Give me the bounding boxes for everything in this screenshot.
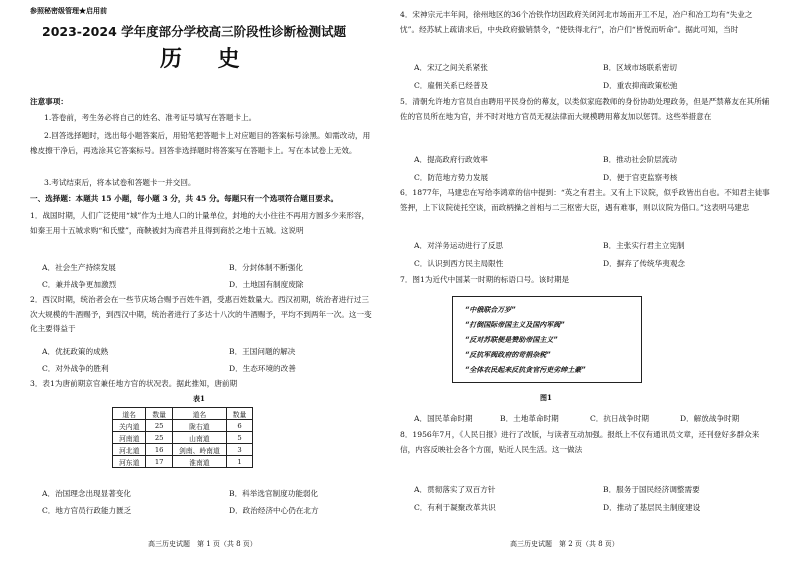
table-cell: 河南道	[113, 432, 146, 444]
q4-option-d: D．重农抑商政策松弛	[603, 81, 678, 90]
subject-title: 历 史	[160, 47, 254, 72]
q8-stem: 8．1956年7月，《人民日报》进行了改版，与读者互动加强。报纸上不仅有通讯员文章，还刊登好多群众来信，内容反映社会各个方面，贴近人民生活。这一做法	[400, 430, 760, 454]
slogan-3: “反对苏联便是赞助帝国主义”	[465, 336, 558, 344]
table-cell: 陇右道	[172, 420, 226, 432]
table-header: 道名	[113, 408, 146, 420]
q5-option-c: C．防范地方势力发展	[414, 173, 489, 182]
q4-option-a: A．宋辽之间关系紧张	[414, 63, 488, 72]
note-3: 3.考试结束后，将本试卷和答题卡一并交回。	[44, 178, 196, 187]
q8-option-c: C．有利于凝聚改革共识	[414, 503, 496, 512]
table-cell: 17	[146, 456, 173, 468]
figure-caption: 图1	[540, 393, 552, 402]
q1-option-d: D．土地国有制度废除	[229, 280, 304, 289]
q2-option-c: C．对外战争的胜利	[42, 364, 109, 373]
q8-option-d: D．推动了基层民主制度建设	[603, 503, 701, 512]
table-row	[113, 420, 253, 432]
q2-option-b: B．王国问题的解决	[229, 347, 296, 356]
q2-option-a: A．优抚政策的成熟	[42, 347, 109, 356]
q5-option-a: A．提高政府行政效率	[414, 155, 488, 164]
table-cell: 河北道	[113, 444, 146, 456]
q2-stem: 2．西汉时期，统治者会在一些节庆场合赐予百姓牛酒，受惠百姓数量大。西汉初期，统治者进行过三次大规模的牛酒赐予，到西汉中期，统治者进行了多达十八次的牛酒赐予，平均不到两年一次。这一变化主要得益于	[30, 295, 372, 333]
table-header: 数量	[146, 408, 173, 420]
table-cell: 淮南道	[172, 456, 226, 468]
section-heading: 一、选择题：本题共 15 小题，每小题 3 分，共 45 分。每题只有一个选项符合题目要求。	[30, 194, 339, 203]
slogan-figure	[452, 296, 642, 383]
table-row	[113, 444, 253, 456]
q1-option-b: B．分封体制不断强化	[229, 263, 303, 272]
q6-option-c: C．认识到西方民主局限性	[414, 259, 504, 268]
table-row	[113, 456, 253, 468]
table-header: 道名	[172, 408, 226, 420]
q3-option-a: A．治国理念出现显著变化	[42, 489, 132, 498]
q7-option-d: D．解放战争时期	[680, 414, 740, 423]
q7-stem: 7．图1为近代中国某一时期的标语口号。该时期是	[400, 275, 570, 284]
table-cell: 3	[226, 444, 253, 456]
q1-stem: 1．战国时期，人们广泛使用“城”作为土地人口的计量单位，封地的大小往往不再用方圆多少来形容，如秦王用十五城求购“和氏璧”，商鞅被封为商君并且得到商於之地十五城。这说明	[30, 211, 370, 235]
q3-table	[112, 407, 253, 468]
note-2: 2.回答选择题时，选出每小题答案后，用铅笔把答题卡上对应题目的答案标号涂黑。如需改动，用橡皮擦干净后，再选涂其它答案标号。回答非选择题时将答案写在答题卡上。写在本试卷上无效。	[30, 131, 371, 155]
table-row	[113, 432, 253, 444]
q5-stem: 5．清朝允许地方官员自由聘用平民身份的幕友，以类似家庭教师的身份协助处理政务，但是严禁幕友在其所辅佐的官员所在地为官，并不时对地方官员无视法律而大规模聘用幕友加以惩罚。这些举措意在	[400, 97, 770, 121]
q5-option-b: B．推动社会阶层流动	[603, 155, 677, 164]
exam-page-1	[30, 0, 375, 561]
q6-stem: 6．1877年，马建忠在写给李鸿章的信中提到：“英之有君主。又有上下议院，似乎政皆出自也。不知君主徒事签押，上下议院徒托空谈，而政柄操之首相与二三枢密大臣，遇有难事，则以议院为借口。”这表明马建忠	[400, 188, 770, 212]
q6-option-a: A．对洋务运动进行了反思	[414, 241, 504, 250]
q6-option-b: B．主张实行君主立宪制	[603, 241, 685, 250]
q1-option-a: A．社会生产持续发展	[42, 263, 116, 272]
table-cell: 6	[226, 420, 253, 432]
notes-heading: 注意事项：	[30, 97, 68, 106]
exam-title: 2023-2024 学年度部分学校高三阶段性诊断检测试题	[42, 24, 347, 39]
q8-option-a: A．贯彻落实了双百方针	[414, 485, 496, 494]
q3-option-b: B．科举选官制度功能弱化	[229, 489, 319, 498]
q7-option-a: A．国民革命时期	[414, 414, 473, 423]
table-cell: 16	[146, 444, 173, 456]
slogan-4: “反抗军阀政府的苛捐杂税”	[465, 351, 551, 359]
q5-option-d: D．便于官吏监察考核	[603, 173, 678, 182]
table-cell: 5	[226, 432, 253, 444]
q7-option-b: B．土地革命时期	[500, 414, 559, 423]
table-cell: 山南道	[172, 432, 226, 444]
q1-option-c: C．兼并战争更加激烈	[42, 280, 117, 289]
q4-option-c: C．雇佣关系已经普及	[414, 81, 489, 90]
q2-option-d: D．生态环境的改善	[229, 364, 296, 373]
table-cell: 25	[146, 420, 173, 432]
exam-page-2	[400, 0, 770, 561]
page-footer: 高三历史试题 第 1 页（共 8 页）	[148, 540, 257, 548]
q6-option-d: D．摒弃了传统华夷观念	[603, 259, 686, 268]
table-cell: 关内道	[113, 420, 146, 432]
slogan-1: “中俄联合万岁”	[465, 306, 516, 314]
note-1: 1.答卷前，考生务必将自己的姓名、准考证号填写在答题卡上。	[44, 113, 257, 122]
table-cell: 剑南、岭南道	[172, 444, 226, 456]
q3-option-d: D．政治经济中心仍在北方	[229, 506, 319, 515]
slogan-5: “全体农民起来反抗贪官污吏劣绅土豪”	[465, 366, 586, 374]
table-header-row	[113, 408, 253, 420]
q3-stem: 3．表1为唐前期京官兼任地方官的状况表。据此推知，唐前期	[30, 379, 238, 388]
table-caption: 表1	[193, 394, 205, 403]
secret-mark: 参照秘密级管理★启用前	[30, 6, 107, 15]
table-cell: 25	[146, 432, 173, 444]
q4-stem: 4．宋神宗元丰年间，徐州地区的36个冶铁作坊因政府关闭河北市场而开工不足，冶户和冶工均有“失业之忧”。经苏轼上疏请求后，中央政府撤销禁令，“使铁得北行”，冶户们“皆悦而听命”。据此可知，当时	[400, 10, 753, 34]
q4-option-b: B．区域市场联系密切	[603, 63, 677, 72]
q8-option-b: B．服务于国民经济调整需要	[603, 485, 700, 494]
page-footer: 高三历史试题 第 2 页（共 8 页）	[510, 540, 619, 548]
table-cell: 河东道	[113, 456, 146, 468]
q7-option-c: C．抗日战争时期	[590, 414, 649, 423]
table-cell: 1	[226, 456, 253, 468]
slogan-2: “打倒国际帝国主义及国内军阀”	[465, 321, 565, 329]
table-header: 数量	[226, 408, 253, 420]
q3-option-c: C．地方官员行政能力匮乏	[42, 506, 132, 515]
